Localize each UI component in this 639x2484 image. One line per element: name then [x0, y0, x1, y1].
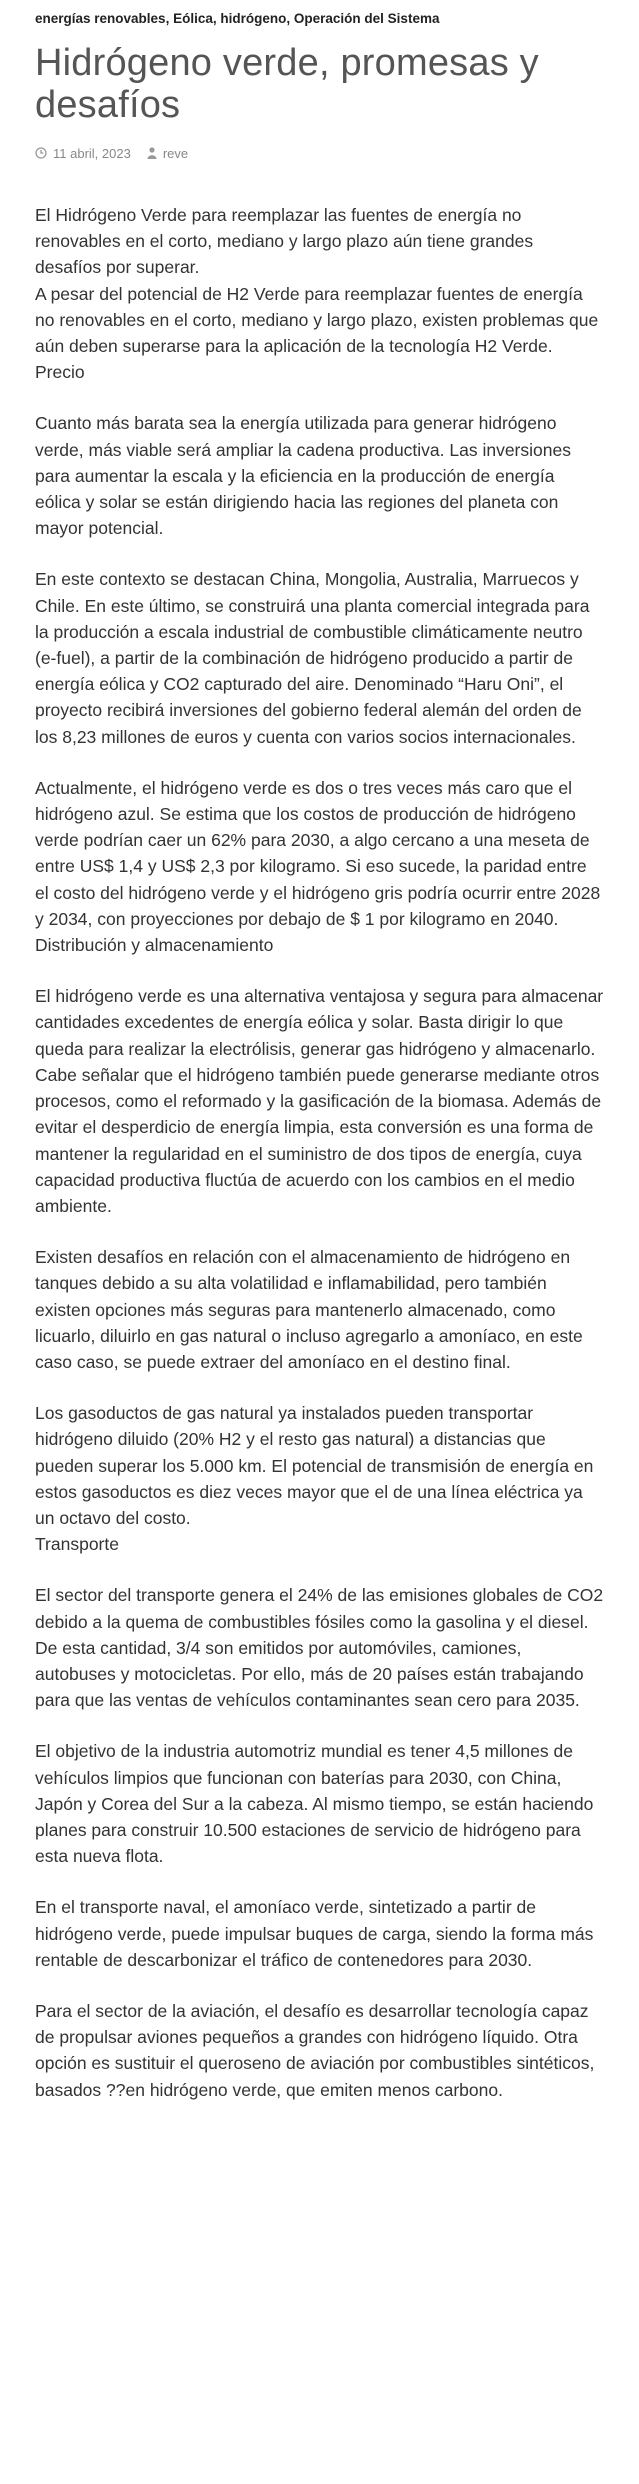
paragraph: En el transporte naval, el amoníaco verde, sintetizado a partir de hidrógeno verde, puede impulsar buques de carga, siendo la forma más rentable de descarbonizar el tráfico de contenedores para 2030.	[35, 1897, 594, 1970]
paragraph: Actualmente, el hidrógeno verde es dos o tres veces más caro que el hidrógeno azul. Se estima que los costos de producción de hidrógeno verde podrían caer un 62% para 2030, a algo cercano a una meseta de entre US$ 1,4 y US$ 2,3 por kilogramo. Si eso sucede, la paridad entre el costo del hidrógeno verde y el hidrógeno gris podría ocurrir entre 2028 y 2034, con proyecciones por debajo de $ 1 por kilogramo en 2040.	[35, 777, 601, 929]
section-heading-precio: Precio	[35, 362, 85, 383]
paragraph: Para el sector de la aviación, el desafío es desarrollar tecnología capaz de propulsar aviones pequeños a grandes con hidrógeno líquido. Otra opción es sustituir el queroseno de aviación por combustibles sintéticos, basados ??en hidrógeno verde, que emiten menos carbono.	[35, 2000, 595, 2100]
paragraph: En este contexto se destacan China, Mongolia, Australia, Marruecos y Chile. En este último, se construirá una planta comercial integrada para la producción a escala industrial de combustible climáticamente neutro (e-fuel), a partir de la combinación de hidrógeno producido a partir de energía eólica y CO2 capturado del aire. Denominado “Haru Oni”, el proyecto recibirá inversiones del gobierno federal alemán del orden de los 8,23 millones de euros y cuenta con varios socios internacionales.	[35, 569, 590, 747]
post-author[interactable]	[147, 146, 188, 161]
category-link-eolica[interactable]: Eólica	[173, 11, 213, 26]
clock-icon	[35, 147, 47, 159]
post-date-text: 11 abril, 2023	[53, 145, 131, 161]
section-heading-transporte: Transporte	[35, 1534, 119, 1555]
paragraph: El hidrógeno verde es una alternativa ventajosa y segura para almacenar cantidades excedentes de energía eólica y solar. Basta dirigir lo que queda para realizar la electrólisis, generar gas hidrógeno y almacenarlo. Cabe señalar que el hidrógeno también puede generarse mediante otros procesos, como el reformado y la gasificación de la biomasa. Además de evitar el desperdicio de energía limpia, esta conversión es una forma de mantener la regularidad en el suministro de dos tipos de energía, cuya capacidad productiva fluctúa de acuerdo con los cambios en el medio ambiente.	[35, 986, 604, 1216]
paragraph: Los gasoductos de gas natural ya instalados pueden transportar hidrógeno diluido (20% H2 y el resto gas natural) a distancias que pueden superar los 5.000 km. El potencial de transmisión de energía en estos gasoductos es diez veces mayor que el de una línea eléctrica ya un octavo del costo.	[35, 1403, 594, 1528]
post-date[interactable]	[35, 146, 131, 161]
category-link-energias-renovables[interactable]: energías renovables	[35, 11, 166, 26]
paragraph: El Hidrógeno Verde para reemplazar las fuentes de energía no renovables en el corto, mediano y largo plazo aún tiene grandes desafíos por superar.	[35, 205, 534, 278]
post-author-text: reve	[162, 145, 189, 161]
paragraph: A pesar del potencial de H2 Verde para reemplazar fuentes de energía no renovables en el corto, mediano y largo plazo, existen problemas que aún deben superarse para la aplicación de la tecnología H2 Verde.	[35, 283, 599, 357]
page-title: Hidrógeno verde, promesas y desafíos	[35, 42, 539, 126]
category-links: energías renovables, Eólica, hidrógeno, Operación del Sistema	[35, 11, 440, 26]
post-meta	[35, 144, 604, 162]
paragraph: El sector del transporte genera el 24% de las emisiones globales de CO2 debido a la quema de combustibles fósiles como la gasolina y el diesel. De esta cantidad, 3/4 son emitidos por automóviles, camiones, autobuses y motocicletas. Por ello, más de 20 países están trabajando para que las ventas de vehículos contaminantes sean cero para 2035.	[35, 1585, 604, 1711]
article-body	[35, 202, 604, 2103]
category-link-hidrogeno[interactable]: hidrógeno	[220, 11, 287, 26]
user-icon	[147, 147, 157, 159]
paragraph: El objetivo de la industria automotriz mundial es tener 4,5 millones de vehículos limpios que funcionan con baterías para 2030, con China, Japón y Corea del Sur a la cabeza. Al mismo tiempo, se están haciendo planes para construir 10.500 estaciones de servicio de hidrógeno para esta nueva flota.	[35, 1741, 594, 1867]
section-heading-distribucion: Distribución y almacenamiento	[35, 935, 274, 956]
category-link-operacion[interactable]: Operación del Sistema	[293, 11, 440, 26]
paragraph: Existen desafíos en relación con el almacenamiento de hidrógeno en tanques debido a su alta volatilidad e inflamabilidad, pero también existen opciones más seguras para mantenerlo almacenado, como licuarlo, diluirlo en gas natural o incluso agregarlo a amoníaco, en este caso caso, se puede extraer del amoníaco en el destino final.	[35, 1247, 583, 1372]
paragraph: Cuanto más barata sea la energía utilizada para generar hidrógeno verde, más viable será ampliar la cadena productiva. Las inversiones para aumentar la escala y la eficiencia en la producción de energía eólica y solar se están dirigiendo hacia las regiones del planeta con mayor potencial.	[35, 413, 571, 539]
